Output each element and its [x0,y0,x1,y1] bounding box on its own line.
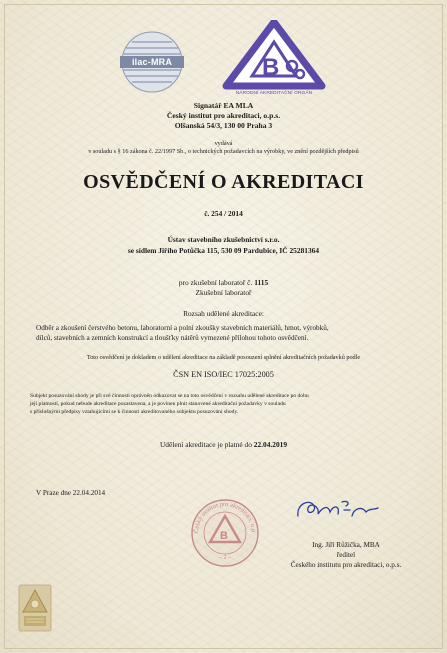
stamp-arc-text: Český institut pro akreditaci, o.p [192,500,258,534]
director-org: Českého institutu pro akreditaci, o.p.s. [290,561,402,569]
holder-address: se sídlem Jiřího Potůčka 115, 530 09 Pardubice, IČ 25281364 [127,246,320,255]
scope-label: Rozsah udělené akreditace: [183,309,264,318]
validity-prefix: Udělení akreditace je platné do [159,440,252,449]
proof-text: Toto osvědčení je dokladem o udělení akreditace na základě posouzení splnění akreditačních požadavků podle [86,354,361,361]
hologram-emblem [18,584,52,632]
institute-name: Český institut pro akreditaci, o.p.s. [166,111,281,120]
issued-label: vydává [214,140,233,147]
conditions-line1: Subjekt posuzování shody je při své činnosti oprávněn odkazovat se na toto osvědčení v rozsahu udělené akreditace po dobu [30,393,309,399]
certificate-title: OSVĚDČENÍ O AKREDITACI [83,171,364,193]
director-role: ředitel [336,551,356,559]
signatory-line: Signatář EA MLA [193,101,254,110]
certificate-number: č. 254 / 2014 [204,209,243,218]
institute-address: Olšanská 54/3, 130 00 Praha 3 [174,121,273,130]
cai-triangle-icon [222,20,326,90]
svg-text:B: B [262,54,280,81]
conditions-line2: její platnosti, pokud nebude akreditace pozastavena, a je povinen plnit stanovené akreditační požadavky v souladu [30,401,286,407]
standard: ČSN EN ISO/IEC 17025:2005 [173,370,274,379]
director-name: Ing. Jiří Růžička, MBA [312,541,380,549]
official-stamp [190,498,260,568]
stamp-number: – 2 – [219,555,231,561]
lab-line [0,278,447,288]
holder-name: Ústav stavebního zkušebnictví s.r.o. [167,235,280,244]
lab-line-prefix: pro zkušební laboratoř č. [178,278,253,287]
place-date: V Praze dne 22.04.2014 [36,489,106,497]
validity-date: 22.04.2019 [253,440,288,449]
validity-line [0,440,447,450]
scope-text-line2: dílců, stavebních a zemních konstrukcí a tloušťky nátěrů vymezené přílohou tohoto osvědčení. [36,334,309,342]
ilac-mra-label: ilac-MRA [131,57,173,67]
cai-logo-caption: NÁRODNÍ AKREDITAČNÍ ORGÁN [235,91,313,96]
lab-number: 1115 [254,278,269,287]
conditions-line3: s příslušnými předpisy vztahujícími se k činnosti akreditovaného subjektu posuzování shody. [30,409,239,415]
svg-text:B: B [220,530,228,542]
scope-text-line1: Odběr a zkoušení čerstvého betonu, laboratorní a polní zkoušky stavebních materiálů, hmot, výrobků, [36,324,329,332]
legal-basis: v souladu s § 16 zákona č. 22/1997 Sb., o technických požadavcích na výrobky, ve znění pozdějších předpisů [88,148,359,155]
signature-icon [292,494,386,528]
ilac-mra-logo [118,28,186,96]
lab-type: Zkušební laboratoř [195,288,252,297]
hologram-icon [18,584,52,632]
cai-logo [222,20,326,102]
director-signature [292,494,386,528]
